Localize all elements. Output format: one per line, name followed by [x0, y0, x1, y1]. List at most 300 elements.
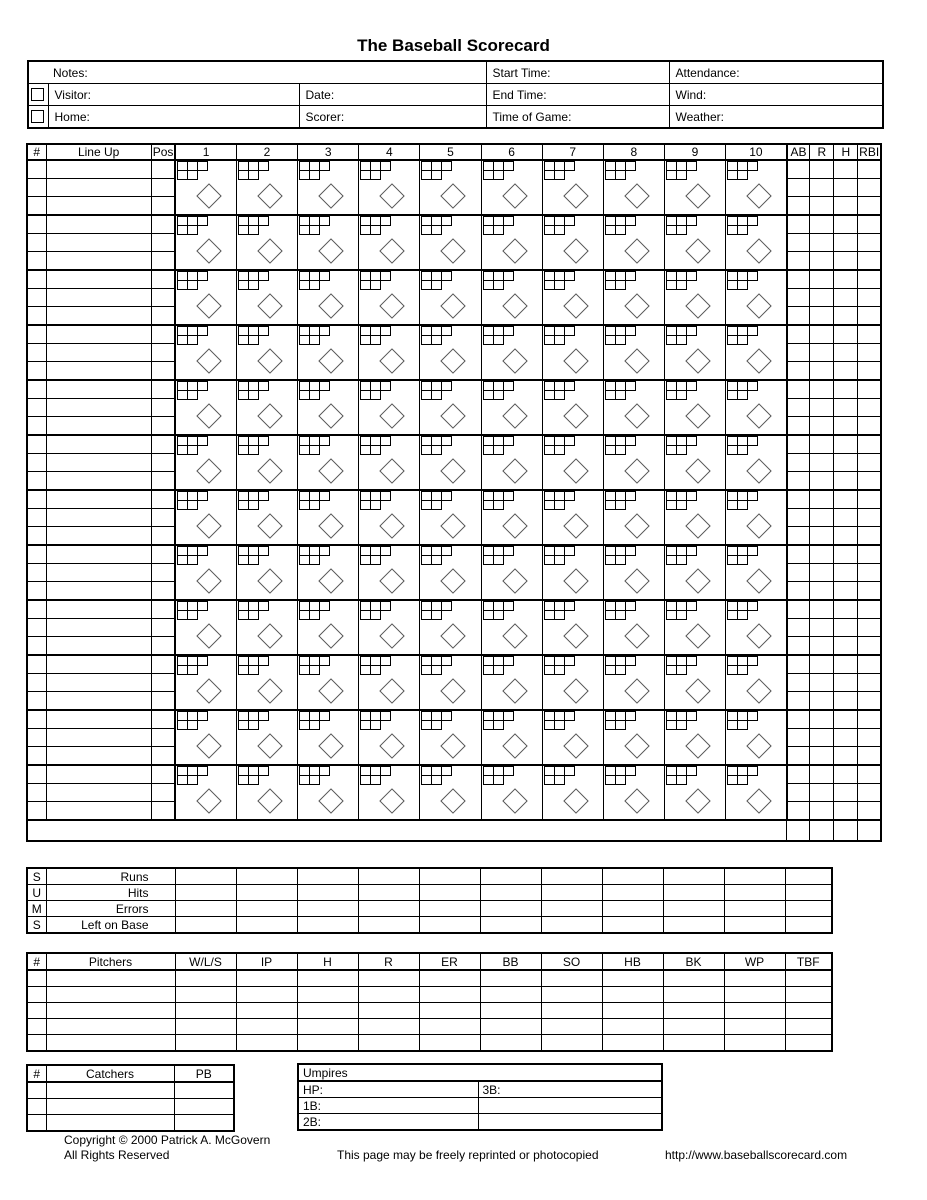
batting-order-cell[interactable] — [27, 289, 46, 307]
stat-cell[interactable] — [834, 619, 858, 637]
batting-order-cell[interactable] — [27, 344, 46, 362]
sums-cell[interactable] — [297, 901, 358, 917]
catcher-cell[interactable] — [46, 1082, 174, 1099]
stat-cell[interactable] — [834, 564, 858, 582]
end-time-field[interactable] — [486, 84, 669, 106]
batting-order-cell[interactable] — [27, 325, 46, 344]
at-bat-box-inning-6[interactable] — [481, 710, 542, 765]
sums-cell[interactable] — [419, 901, 480, 917]
pitcher-cell[interactable] — [602, 1003, 663, 1019]
stat-cell[interactable] — [834, 234, 858, 252]
pitcher-cell[interactable] — [297, 1003, 358, 1019]
at-bat-box-inning-9[interactable] — [664, 380, 725, 435]
player-name-cell[interactable] — [46, 234, 151, 252]
position-cell[interactable] — [151, 637, 175, 656]
stat-cell[interactable] — [834, 325, 858, 344]
stat-cell[interactable] — [858, 747, 881, 766]
at-bat-box-inning-5[interactable] — [420, 490, 481, 545]
at-bat-box-inning-9[interactable] — [664, 215, 725, 270]
pitcher-cell[interactable] — [175, 1003, 236, 1019]
stat-cell[interactable] — [858, 490, 881, 509]
batting-order-cell[interactable] — [27, 674, 46, 692]
stat-cell[interactable] — [858, 399, 881, 417]
at-bat-box-inning-5[interactable] — [420, 160, 481, 215]
stat-cell[interactable] — [787, 527, 810, 546]
stat-cell[interactable] — [858, 600, 881, 619]
position-cell[interactable] — [151, 729, 175, 747]
position-cell[interactable] — [151, 765, 175, 784]
stat-cell[interactable] — [834, 289, 858, 307]
pitcher-cell[interactable] — [785, 1003, 832, 1019]
at-bat-box-inning-6[interactable] — [481, 600, 542, 655]
at-bat-box-inning-2[interactable] — [236, 270, 297, 325]
stat-cell[interactable] — [858, 509, 881, 527]
at-bat-box-inning-1[interactable] — [175, 545, 236, 600]
stat-cell[interactable] — [834, 600, 858, 619]
at-bat-box-inning-1[interactable] — [175, 270, 236, 325]
sums-cell[interactable] — [480, 868, 541, 885]
player-name-cell[interactable] — [46, 674, 151, 692]
stat-cell[interactable] — [787, 637, 810, 656]
umpire-2b-field[interactable] — [298, 1114, 478, 1131]
pitcher-cell[interactable] — [358, 970, 419, 987]
batting-order-cell[interactable] — [27, 545, 46, 564]
at-bat-box-inning-5[interactable] — [420, 435, 481, 490]
at-bat-box-inning-9[interactable] — [664, 490, 725, 545]
stat-cell[interactable] — [858, 710, 881, 729]
pitcher-cell[interactable] — [175, 970, 236, 987]
at-bat-box-inning-3[interactable] — [298, 380, 359, 435]
at-bat-box-inning-3[interactable] — [298, 325, 359, 380]
at-bat-box-inning-7[interactable] — [542, 655, 603, 710]
pitcher-cell[interactable] — [419, 1019, 480, 1035]
pitcher-cell[interactable] — [602, 970, 663, 987]
at-bat-box-inning-4[interactable] — [359, 600, 420, 655]
stat-cell[interactable] — [810, 729, 834, 747]
pitcher-cell[interactable] — [602, 987, 663, 1003]
at-bat-box-inning-7[interactable] — [542, 710, 603, 765]
sums-cell[interactable] — [236, 885, 297, 901]
stat-cell[interactable] — [810, 472, 834, 491]
stat-cell[interactable] — [858, 637, 881, 656]
stat-cell[interactable] — [787, 784, 810, 802]
stat-cell[interactable] — [834, 674, 858, 692]
player-name-cell[interactable] — [46, 399, 151, 417]
pitcher-cell[interactable] — [236, 970, 297, 987]
stat-cell[interactable] — [858, 729, 881, 747]
position-cell[interactable] — [151, 454, 175, 472]
position-cell[interactable] — [151, 289, 175, 307]
stat-cell[interactable] — [787, 747, 810, 766]
sums-cell[interactable] — [358, 885, 419, 901]
pitcher-cell[interactable] — [297, 970, 358, 987]
stat-cell[interactable] — [787, 344, 810, 362]
at-bat-box-inning-9[interactable] — [664, 270, 725, 325]
home-checkbox-cell[interactable] — [28, 106, 48, 129]
at-bat-box-inning-4[interactable] — [359, 435, 420, 490]
pitcher-cell[interactable] — [358, 1019, 419, 1035]
at-bat-box-inning-8[interactable] — [603, 545, 664, 600]
stat-cell[interactable] — [858, 270, 881, 289]
stat-cell[interactable] — [834, 417, 858, 436]
at-bat-box-inning-2[interactable] — [236, 655, 297, 710]
catcher-cell[interactable] — [46, 1099, 174, 1115]
catcher-cell[interactable] — [46, 1115, 174, 1132]
at-bat-box-inning-10[interactable] — [726, 490, 787, 545]
sums-cell[interactable] — [480, 917, 541, 934]
at-bat-box-inning-3[interactable] — [298, 600, 359, 655]
player-name-cell[interactable] — [46, 747, 151, 766]
sums-cell[interactable] — [724, 901, 785, 917]
pitcher-cell[interactable] — [541, 970, 602, 987]
at-bat-box-inning-7[interactable] — [542, 545, 603, 600]
player-name-cell[interactable] — [46, 545, 151, 564]
stat-cell[interactable] — [787, 325, 810, 344]
position-cell[interactable] — [151, 600, 175, 619]
at-bat-box-inning-1[interactable] — [175, 435, 236, 490]
at-bat-box-inning-2[interactable] — [236, 325, 297, 380]
at-bat-box-inning-10[interactable] — [726, 325, 787, 380]
pitcher-cell[interactable] — [46, 1019, 175, 1035]
stat-cell[interactable] — [834, 197, 858, 216]
catcher-cell[interactable] — [27, 1115, 46, 1132]
stat-total-cell[interactable] — [810, 820, 834, 841]
date-field[interactable] — [299, 84, 486, 106]
at-bat-box-inning-10[interactable] — [726, 160, 787, 215]
player-name-cell[interactable] — [46, 692, 151, 711]
stat-cell[interactable] — [810, 307, 834, 326]
pitcher-cell[interactable] — [297, 987, 358, 1003]
at-bat-box-inning-5[interactable] — [420, 380, 481, 435]
stat-cell[interactable] — [858, 252, 881, 271]
sums-cell[interactable] — [297, 917, 358, 934]
stat-cell[interactable] — [787, 362, 810, 381]
stat-cell[interactable] — [834, 454, 858, 472]
batting-order-cell[interactable] — [27, 215, 46, 234]
at-bat-box-inning-3[interactable] — [298, 545, 359, 600]
pitcher-cell[interactable] — [724, 1035, 785, 1052]
sums-cell[interactable] — [358, 868, 419, 885]
player-name-cell[interactable] — [46, 197, 151, 216]
position-cell[interactable] — [151, 802, 175, 821]
at-bat-box-inning-2[interactable] — [236, 435, 297, 490]
sums-cell[interactable] — [236, 917, 297, 934]
at-bat-box-inning-6[interactable] — [481, 765, 542, 820]
stat-cell[interactable] — [834, 655, 858, 674]
stat-cell[interactable] — [810, 215, 834, 234]
at-bat-box-inning-5[interactable] — [420, 655, 481, 710]
stat-cell[interactable] — [858, 197, 881, 216]
player-name-cell[interactable] — [46, 564, 151, 582]
at-bat-box-inning-2[interactable] — [236, 545, 297, 600]
at-bat-box-inning-10[interactable] — [726, 710, 787, 765]
at-bat-box-inning-7[interactable] — [542, 160, 603, 215]
batting-order-cell[interactable] — [27, 399, 46, 417]
at-bat-box-inning-4[interactable] — [359, 545, 420, 600]
pitcher-cell[interactable] — [480, 987, 541, 1003]
at-bat-box-inning-7[interactable] — [542, 435, 603, 490]
batting-order-cell[interactable] — [27, 234, 46, 252]
sums-cell[interactable] — [663, 901, 724, 917]
pitcher-cell[interactable] — [27, 1035, 46, 1052]
at-bat-box-inning-2[interactable] — [236, 765, 297, 820]
sums-cell[interactable] — [236, 868, 297, 885]
at-bat-box-inning-1[interactable] — [175, 490, 236, 545]
batting-order-cell[interactable] — [27, 454, 46, 472]
batting-order-cell[interactable] — [27, 527, 46, 546]
batting-order-cell[interactable] — [27, 692, 46, 711]
pitcher-cell[interactable] — [541, 987, 602, 1003]
pitcher-cell[interactable] — [480, 1035, 541, 1052]
player-name-cell[interactable] — [46, 362, 151, 381]
at-bat-box-inning-9[interactable] — [664, 325, 725, 380]
batting-order-cell[interactable] — [27, 619, 46, 637]
stat-cell[interactable] — [810, 582, 834, 601]
player-name-cell[interactable] — [46, 729, 151, 747]
stat-cell[interactable] — [787, 160, 810, 179]
stat-cell[interactable] — [858, 472, 881, 491]
pitcher-cell[interactable] — [297, 1035, 358, 1052]
stat-cell[interactable] — [834, 692, 858, 711]
position-cell[interactable] — [151, 784, 175, 802]
player-name-cell[interactable] — [46, 435, 151, 454]
player-name-cell[interactable] — [46, 637, 151, 656]
pitcher-cell[interactable] — [785, 987, 832, 1003]
at-bat-box-inning-5[interactable] — [420, 325, 481, 380]
stat-cell[interactable] — [834, 802, 858, 821]
notes-field[interactable] — [28, 61, 486, 84]
visitor-field[interactable] — [48, 84, 299, 106]
position-cell[interactable] — [151, 527, 175, 546]
stat-cell[interactable] — [810, 325, 834, 344]
sums-cell[interactable] — [724, 868, 785, 885]
stat-cell[interactable] — [810, 197, 834, 216]
stat-cell[interactable] — [858, 582, 881, 601]
player-name-cell[interactable] — [46, 472, 151, 491]
at-bat-box-inning-8[interactable] — [603, 765, 664, 820]
at-bat-box-inning-8[interactable] — [603, 435, 664, 490]
batting-order-cell[interactable] — [27, 710, 46, 729]
stat-cell[interactable] — [787, 674, 810, 692]
position-cell[interactable] — [151, 215, 175, 234]
at-bat-box-inning-6[interactable] — [481, 270, 542, 325]
position-cell[interactable] — [151, 270, 175, 289]
stat-cell[interactable] — [810, 655, 834, 674]
at-bat-box-inning-1[interactable] — [175, 215, 236, 270]
stat-cell[interactable] — [858, 784, 881, 802]
player-name-cell[interactable] — [46, 454, 151, 472]
stat-cell[interactable] — [787, 197, 810, 216]
stat-cell[interactable] — [858, 674, 881, 692]
at-bat-box-inning-7[interactable] — [542, 270, 603, 325]
at-bat-box-inning-3[interactable] — [298, 435, 359, 490]
batting-order-cell[interactable] — [27, 252, 46, 271]
stat-cell[interactable] — [834, 215, 858, 234]
player-name-cell[interactable] — [46, 784, 151, 802]
stat-total-cell[interactable] — [787, 820, 810, 841]
batting-order-cell[interactable] — [27, 270, 46, 289]
pitcher-cell[interactable] — [541, 1003, 602, 1019]
position-cell[interactable] — [151, 674, 175, 692]
player-name-cell[interactable] — [46, 509, 151, 527]
at-bat-box-inning-7[interactable] — [542, 765, 603, 820]
stat-cell[interactable] — [810, 435, 834, 454]
stat-cell[interactable] — [787, 655, 810, 674]
stat-cell[interactable] — [810, 454, 834, 472]
player-name-cell[interactable] — [46, 600, 151, 619]
stat-cell[interactable] — [810, 509, 834, 527]
sums-cell[interactable] — [785, 868, 832, 885]
sums-cell[interactable] — [175, 917, 236, 934]
at-bat-box-inning-2[interactable] — [236, 215, 297, 270]
pitcher-cell[interactable] — [419, 987, 480, 1003]
at-bat-box-inning-5[interactable] — [420, 270, 481, 325]
at-bat-box-inning-9[interactable] — [664, 710, 725, 765]
pitcher-cell[interactable] — [724, 987, 785, 1003]
at-bat-box-inning-6[interactable] — [481, 545, 542, 600]
visitor-checkbox-cell[interactable] — [28, 84, 48, 106]
at-bat-box-inning-5[interactable] — [420, 545, 481, 600]
at-bat-box-inning-1[interactable] — [175, 380, 236, 435]
pitcher-cell[interactable] — [236, 1003, 297, 1019]
stat-cell[interactable] — [834, 160, 858, 179]
stat-cell[interactable] — [834, 747, 858, 766]
stat-cell[interactable] — [787, 582, 810, 601]
player-name-cell[interactable] — [46, 179, 151, 197]
catcher-cell[interactable] — [174, 1082, 234, 1099]
player-name-cell[interactable] — [46, 270, 151, 289]
stat-cell[interactable] — [834, 784, 858, 802]
catcher-cell[interactable] — [27, 1099, 46, 1115]
pitcher-cell[interactable] — [358, 1003, 419, 1019]
sums-cell[interactable] — [480, 885, 541, 901]
at-bat-box-inning-3[interactable] — [298, 655, 359, 710]
stat-cell[interactable] — [858, 454, 881, 472]
pitcher-cell[interactable] — [663, 1003, 724, 1019]
stat-cell[interactable] — [810, 619, 834, 637]
position-cell[interactable] — [151, 417, 175, 436]
at-bat-box-inning-10[interactable] — [726, 545, 787, 600]
stat-cell[interactable] — [810, 289, 834, 307]
position-cell[interactable] — [151, 435, 175, 454]
stat-cell[interactable] — [810, 527, 834, 546]
pitcher-cell[interactable] — [46, 1035, 175, 1052]
stat-cell[interactable] — [858, 802, 881, 821]
stat-cell[interactable] — [787, 270, 810, 289]
sums-cell[interactable] — [602, 868, 663, 885]
pitcher-cell[interactable] — [480, 1019, 541, 1035]
at-bat-box-inning-9[interactable] — [664, 600, 725, 655]
stat-cell[interactable] — [810, 270, 834, 289]
pitcher-cell[interactable] — [27, 970, 46, 987]
at-bat-box-inning-1[interactable] — [175, 325, 236, 380]
position-cell[interactable] — [151, 655, 175, 674]
stat-cell[interactable] — [834, 380, 858, 399]
stat-cell[interactable] — [810, 490, 834, 509]
pitcher-cell[interactable] — [297, 1019, 358, 1035]
position-cell[interactable] — [151, 160, 175, 179]
attendance-field[interactable] — [669, 61, 883, 84]
at-bat-box-inning-9[interactable] — [664, 435, 725, 490]
stat-cell[interactable] — [787, 215, 810, 234]
at-bat-box-inning-5[interactable] — [420, 215, 481, 270]
stat-cell[interactable] — [787, 710, 810, 729]
batting-order-cell[interactable] — [27, 655, 46, 674]
at-bat-box-inning-6[interactable] — [481, 325, 542, 380]
batting-order-cell[interactable] — [27, 637, 46, 656]
stat-cell[interactable] — [834, 270, 858, 289]
stat-cell[interactable] — [787, 619, 810, 637]
stat-cell[interactable] — [787, 600, 810, 619]
stat-cell[interactable] — [787, 729, 810, 747]
stat-cell[interactable] — [858, 527, 881, 546]
at-bat-box-inning-4[interactable] — [359, 160, 420, 215]
umpire-blank-field[interactable] — [478, 1098, 662, 1114]
batting-order-cell[interactable] — [27, 747, 46, 766]
sums-cell[interactable] — [724, 917, 785, 934]
stat-cell[interactable] — [787, 307, 810, 326]
player-name-cell[interactable] — [46, 380, 151, 399]
player-name-cell[interactable] — [46, 215, 151, 234]
pitcher-cell[interactable] — [541, 1019, 602, 1035]
at-bat-box-inning-3[interactable] — [298, 710, 359, 765]
pitcher-cell[interactable] — [419, 1035, 480, 1052]
stat-cell[interactable] — [787, 765, 810, 784]
stat-total-cell[interactable] — [858, 820, 881, 841]
stat-cell[interactable] — [810, 784, 834, 802]
at-bat-box-inning-4[interactable] — [359, 270, 420, 325]
pitcher-cell[interactable] — [785, 1035, 832, 1052]
sums-cell[interactable] — [358, 901, 419, 917]
at-bat-box-inning-10[interactable] — [726, 600, 787, 655]
batting-order-cell[interactable] — [27, 472, 46, 491]
pitcher-cell[interactable] — [785, 970, 832, 987]
stat-cell[interactable] — [810, 362, 834, 381]
stat-cell[interactable] — [858, 435, 881, 454]
stat-cell[interactable] — [834, 765, 858, 784]
stat-cell[interactable] — [834, 710, 858, 729]
pitcher-cell[interactable] — [27, 1003, 46, 1019]
sums-cell[interactable] — [602, 917, 663, 934]
pitcher-cell[interactable] — [480, 1003, 541, 1019]
pitcher-cell[interactable] — [419, 1003, 480, 1019]
at-bat-box-inning-7[interactable] — [542, 325, 603, 380]
sums-cell[interactable] — [602, 885, 663, 901]
stat-cell[interactable] — [787, 564, 810, 582]
umpire-hp-field[interactable] — [298, 1081, 478, 1098]
stat-cell[interactable] — [787, 289, 810, 307]
pitcher-cell[interactable] — [785, 1019, 832, 1035]
batting-order-cell[interactable] — [27, 765, 46, 784]
at-bat-box-inning-4[interactable] — [359, 215, 420, 270]
pitcher-cell[interactable] — [724, 970, 785, 987]
at-bat-box-inning-6[interactable] — [481, 380, 542, 435]
stat-cell[interactable] — [858, 417, 881, 436]
stat-cell[interactable] — [858, 234, 881, 252]
player-name-cell[interactable] — [46, 160, 151, 179]
stat-cell[interactable] — [858, 160, 881, 179]
batting-order-cell[interactable] — [27, 417, 46, 436]
position-cell[interactable] — [151, 564, 175, 582]
sums-cell[interactable] — [297, 885, 358, 901]
batting-order-cell[interactable] — [27, 582, 46, 601]
at-bat-box-inning-8[interactable] — [603, 490, 664, 545]
batting-order-cell[interactable] — [27, 729, 46, 747]
stat-cell[interactable] — [810, 692, 834, 711]
batting-order-cell[interactable] — [27, 362, 46, 381]
at-bat-box-inning-9[interactable] — [664, 655, 725, 710]
batting-order-cell[interactable] — [27, 380, 46, 399]
